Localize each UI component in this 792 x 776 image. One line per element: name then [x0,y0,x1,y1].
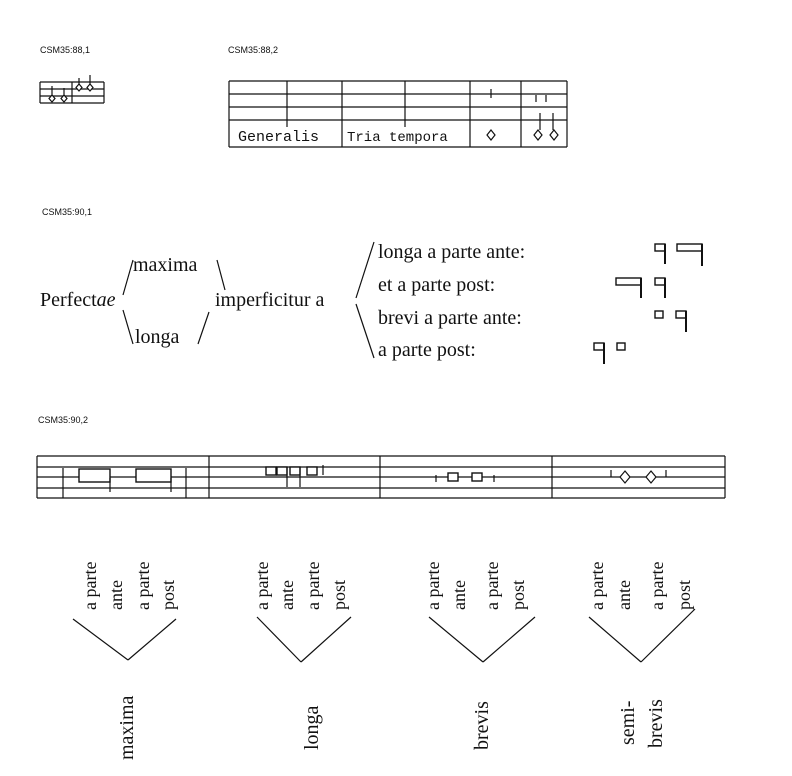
clause-line-4: a parte post: [378,339,476,361]
example-label-90-2: CSM35:90,2 [38,415,89,425]
caption-ante: ante [449,580,469,610]
longa-note [266,467,276,475]
caption-post: post [508,579,528,610]
maxima-note [79,469,110,482]
caption-a-parte: a parte [587,561,607,610]
table-cell-tria-tempora: Tria tempora [347,130,448,146]
longa-note [290,467,300,475]
semibrevis-note [87,84,93,91]
longa-note [277,467,287,475]
semibrevis-note [646,471,656,483]
maxima-note [136,469,171,482]
group-name-brevis: brevis [471,701,493,750]
caption-a-parte: a parte [647,561,667,610]
longa-note [307,467,317,475]
clause-notes-3 [655,311,686,332]
v-shape-left [589,617,641,662]
clause-line-3: brevi a parte ante: [378,307,522,329]
caption-post: post [158,579,178,610]
semibrevis-note [550,130,558,140]
group-name-brevis-part: brevis [645,699,667,748]
caption-a-parte: a parte [482,561,502,610]
caption-ante: ante [277,580,297,610]
example-label-88-2: CSM35:88,2 [228,45,279,55]
caption-a-parte: a parte [80,561,100,610]
brevis-note [472,473,482,481]
v-shape-left [429,617,483,662]
caption-a-parte: a parte [303,561,323,610]
clause-notes-1 [655,244,702,266]
left-bracket-lines [123,260,133,344]
longa-word: longa [135,326,180,348]
clause-line-1: longa a parte ante: [378,241,526,263]
v-shape-right [641,609,695,662]
semibrevis-note [534,130,542,140]
caption-group-longa [252,562,351,750]
brevis-note [655,311,663,318]
longa-note [594,343,604,350]
staff-notes-longa [266,465,323,487]
group-name-maxima: maxima [116,695,138,760]
maxima-note [616,278,641,285]
v-shape-right [128,619,176,660]
caption-a-parte: a parte [423,561,443,610]
caption-post: post [674,579,694,610]
semibrevis-note [620,471,630,483]
caption-group-semibrevis [587,562,695,748]
v-shape-right [483,617,535,662]
longa-note [655,244,665,251]
example-label-90-1: CSM35:90,1 [42,207,93,217]
caption-a-parte: a parte [133,561,153,610]
group-name-semi: semi- [617,700,639,745]
caption-a-parte: a parte [252,561,272,610]
caption-ante: ante [106,580,126,610]
brevis-note [617,343,625,350]
clause-line-2: et a parte post: [378,274,496,296]
caption-group-maxima [73,562,178,760]
table-cell-generalis: Generalis [238,129,320,146]
perfectae-word [40,289,116,311]
v-shape-right [301,617,351,662]
longa-note [676,311,686,318]
big-bracket-lines [356,242,374,358]
semibrevis-note [76,84,82,91]
clause-notes-2 [616,278,665,298]
semibrevis-note [487,130,495,140]
caption-group-brevis [423,562,535,750]
imperficitur-phrase: imperficitur a [215,289,325,311]
group-name-longa: longa [301,705,323,750]
small-staff-88-1 [40,75,104,103]
caption-ante: ante [614,580,634,610]
maxima-word: maxima [133,254,198,276]
maxima-note [677,244,702,251]
longa-note [655,278,665,285]
perfectae-ending: ae [96,289,116,311]
v-shape-left [73,619,128,660]
perfectae-stem: Perfect [40,289,97,311]
brevis-note [448,473,458,481]
example-label-88-1: CSM35:88,1 [40,45,91,55]
clause-notes-4 [594,343,625,364]
caption-post: post [329,579,349,610]
v-shape-left [257,617,301,662]
